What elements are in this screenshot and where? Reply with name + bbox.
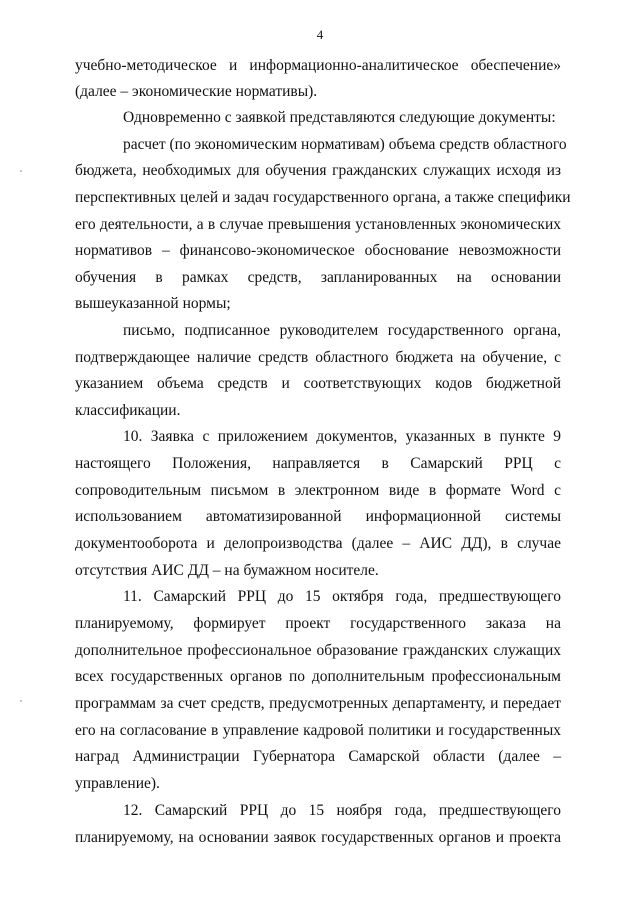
text-line: (далее – экономические нормативы).: [75, 83, 318, 100]
text-line: документооборота и делопроизводства (далее – АИС ДД), в случае: [75, 535, 561, 552]
text-line: указанием объема средств и соответствующих кодов бюджетной: [75, 375, 561, 392]
scan-speck: [20, 170, 22, 172]
text-line: вышеуказанной нормы;: [75, 295, 231, 312]
text-line: использованием автоматизированной информационной системы: [75, 508, 561, 525]
text-line: учебно-методическое и информационно-аналитическое обеспечение»: [75, 57, 561, 74]
text-line: 11. Самарский РРЦ до 15 октября года, предшествующего: [123, 588, 561, 605]
text-line: программам за счет средств, предусмотренных департаменту, и передает: [75, 695, 561, 712]
text-line: классификации.: [75, 402, 181, 419]
text-line: управление).: [75, 775, 160, 792]
page-number: 4: [316, 27, 324, 42]
scan-speck: [20, 700, 22, 702]
text-line: дополнительное профессиональное образование гражданских служащих: [75, 642, 561, 659]
text-line: 10. Заявка с приложением документов, указанных в пункте 9: [123, 428, 561, 445]
text-line: подтверждающее наличие средств областного бюджета на обучение, с: [75, 349, 561, 366]
text-line: расчет (по экономическим нормативам) объема средств областного: [123, 136, 567, 153]
text-line: перспективных целей и задач государственного органа, а также специфики: [75, 189, 571, 206]
text-line: планируемому, на основании заявок государственных органов и проекта: [75, 829, 561, 846]
text-line: настоящего Положения, направляется в Самарский РРЦ с: [75, 455, 561, 472]
text-line: планируемому, формирует проект государственного заказа на: [75, 615, 561, 632]
text-line: Одновременно с заявкой представляются следующие документы:: [123, 109, 556, 126]
text-line: нормативов – финансово-экономическое обоснование невозможности: [75, 242, 561, 259]
text-line: всех государственных органов по дополнительным профессиональным: [75, 668, 561, 685]
text-line: отсутствия АИС ДД – на бумажном носителе.: [75, 562, 379, 579]
text-line: бюджета, необходимых для обучения гражданских служащих исходя из: [75, 162, 561, 179]
text-line: 12. Самарский РРЦ до 15 ноября года, предшествующего: [123, 802, 561, 819]
text-line: письмо, подписанное руководителем государственного органа,: [123, 322, 561, 339]
text-line: его на согласование в управление кадровой политики и государственных: [75, 722, 561, 739]
text-line: наград Администрации Губернатора Самарской области (далее –: [75, 748, 561, 765]
text-line: сопроводительным письмом в электронном виде в формате Word с: [75, 482, 561, 499]
text-line: его деятельности, а в случае превышения установленных экономических: [75, 216, 561, 233]
text-line: обучения в рамках средств, запланированных на основании: [75, 269, 561, 286]
